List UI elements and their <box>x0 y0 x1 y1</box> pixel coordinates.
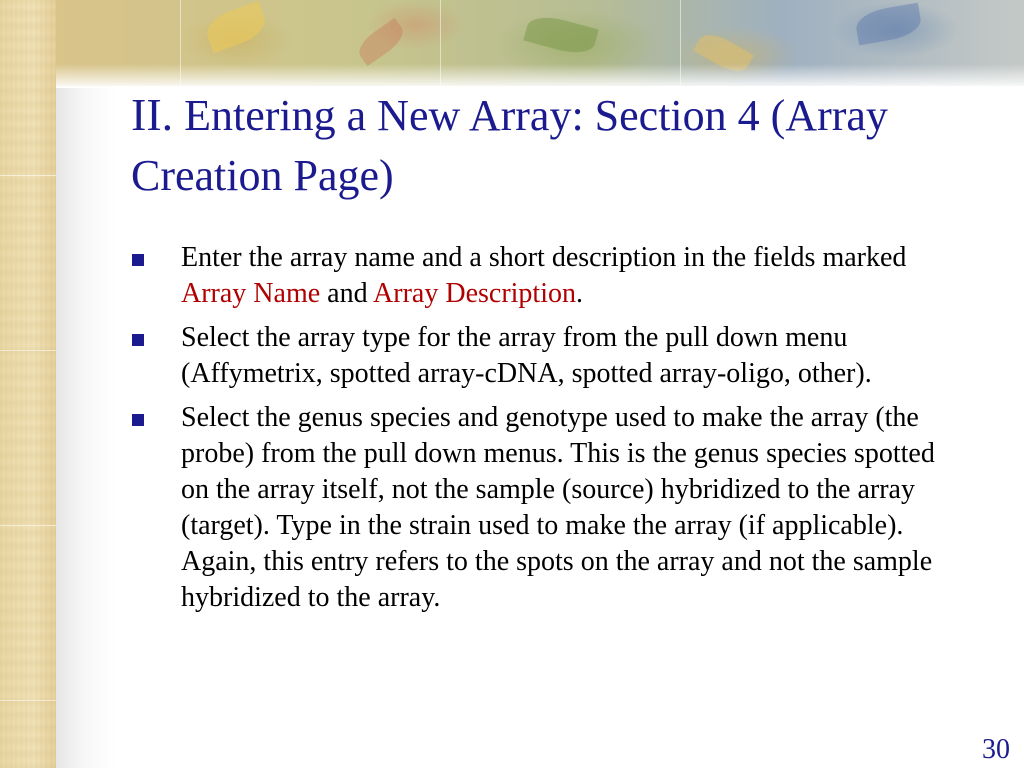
square-bullet-icon <box>132 254 144 266</box>
tile-seam <box>0 350 56 351</box>
bullet-text: and <box>320 278 374 309</box>
tile-seam <box>0 175 56 176</box>
leaf-icon <box>354 18 409 66</box>
tile-seam <box>0 700 56 701</box>
bullet-text: Enter the array name and a short description in the fields marked <box>181 242 907 273</box>
square-bullet-icon <box>132 414 144 426</box>
leaf-icon <box>523 11 598 58</box>
bullet-text: Select the array type for the array from the pull down menu (Affymetrix, spotted array-cDNA, spotted array-oligo, other). <box>181 322 872 389</box>
square-bullet-icon <box>132 334 144 346</box>
bullet-list <box>131 240 961 624</box>
tile-seam <box>0 525 56 526</box>
bullet-text: Select the genus species and genotype used to make the array (the probe) from the pull down menus. This is the genus species spotted on the array itself, not the sample (source) hybridized to the array (target). Type in the strain used to make the array (if applicable). Again, this entry refers to the spots on the array and not the sample hybridized to the array. <box>181 402 935 613</box>
leaf-icon <box>202 1 270 53</box>
bullet-item <box>131 240 961 312</box>
bullet-text: . <box>575 278 583 309</box>
slide-title <box>131 85 1001 206</box>
bullet-item <box>131 320 961 392</box>
bullet-item <box>131 400 961 616</box>
title-text: Entering a New Array: Section 4 (Array Creation Page) <box>131 91 888 200</box>
page-number: 30 <box>982 734 1010 765</box>
title-numeral: II. <box>131 89 174 140</box>
leaf-icon <box>854 3 924 46</box>
highlight-array-name: Array Name <box>181 278 321 309</box>
highlight-array-description: Array Description <box>373 278 576 309</box>
parchment-border-left <box>0 0 56 768</box>
